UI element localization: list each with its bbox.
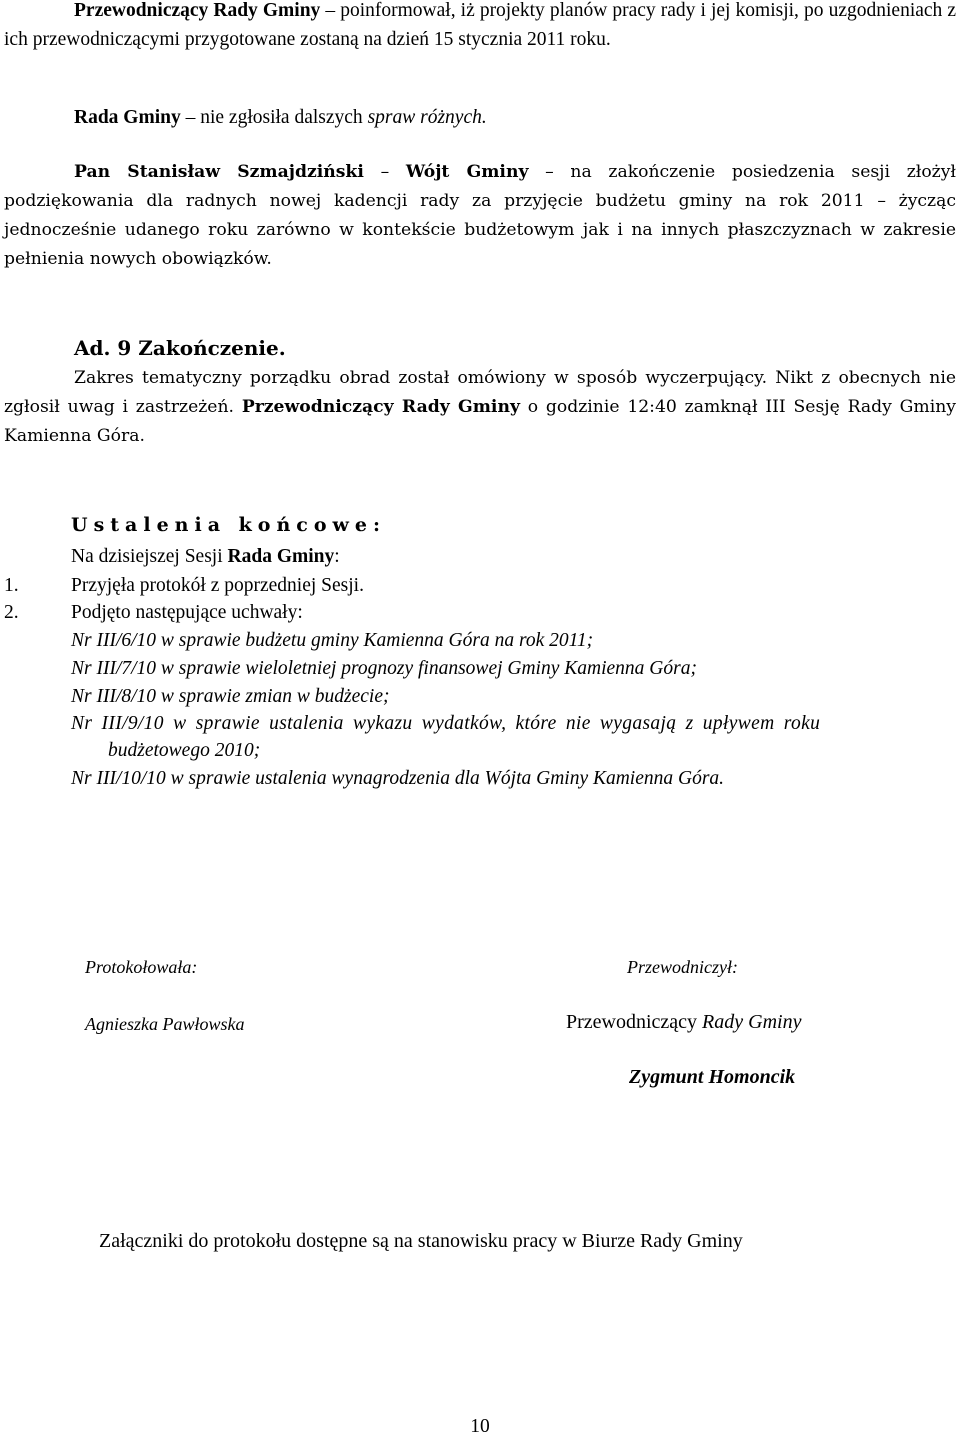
section-heading-ad9: Ad. 9 Zakończenie. [74,336,286,360]
final-findings-intro [71,542,340,571]
paragraph-other-matters [74,103,487,132]
dash: – [325,0,336,21]
paragraph-text: – na zakończenie posiedzenia sesji złożył podziękowania dla radnych nowej kadencji rady za przyjęcie budżetu gminy na rok 2011 – życząc jednocześnie udanego roku zarówno w kontekście budżetowym jak i na innych płaszczyznach w zakresie pełnienia nowych obowiązków. [4,162,957,269]
chairman-title-plain: Przewodniczący [566,1011,698,1033]
paragraph-text: – nie zgłosiła dalszych [185,107,363,128]
list-item [4,598,303,627]
chairman-signature-label: Przewodniczył: [627,957,738,977]
closing-text-part2: o godzinie 12:40 zamknął III Sesję Rady Gminy Kamienna Góra. [4,397,956,446]
paragraph-chairman-plans [4,0,956,54]
mayor-name: Pan Stanisław Szmajdziński [74,162,364,182]
resolution-line: budżetowego 2010; [108,740,261,761]
dash: – [380,162,390,182]
paragraph-mayor-thanks [4,158,956,274]
council-label: Rada Gminy [227,546,335,567]
resolution-line: Nr III/9/10 w sprawie ustalenia wykazu wydatków, które nie wygasają z upływem roku [71,713,821,734]
resolution-line: Nr III/6/10 w sprawie budżetu gminy Kamienna Góra na rok 2011; [71,630,594,651]
final-findings-heading: Ustalenia końcowe: [71,514,386,536]
page-number: 10 [470,1416,490,1437]
intro-text: Na dzisiejszej Sesji [71,546,223,567]
recorder-label: Protokołowała: [85,957,198,977]
chairman-title-italic: Rady Gminy [702,1011,802,1033]
chairman-label: Przewodniczący Rady Gminy [74,0,321,21]
other-matters-italic: spraw różnych. [367,107,487,128]
intro-colon: : [334,546,340,567]
recorder-name: Agnieszka Pawłowska [85,1014,245,1034]
paragraph-closing [4,364,956,451]
list-text: Podjęto następujące uchwały: [71,602,303,623]
list-item [4,571,364,600]
attachments-note: Załączniki do protokołu dostępne są na stanowisku pracy w Biurze Rady Gminy [99,1230,743,1252]
chairman-signature-title [566,1008,801,1037]
mayor-title: Wójt Gminy [405,162,529,182]
chairman-signature-name: Zygmunt Homoncik [629,1066,796,1088]
list-number: 2. [4,602,19,623]
resolution-line: Nr III/7/10 w sprawie wieloletniej prognozy finansowej Gminy Kamienna Góra; [71,658,697,679]
list-text: Przyjęła protokół z poprzedniej Sesji. [71,575,364,596]
council-label: Rada Gminy [74,107,181,128]
paragraph-text: poinformował, iż projekty planów pracy rady i jej komisji, po uzgodnieniach z ich przewodniczącymi przygotowane zostaną na dzień 15 stycznia 2011 roku. [4,0,957,50]
chairman-label: Przewodniczący Rady Gminy [241,397,520,417]
resolution-line: Nr III/8/10 w sprawie zmian w budżecie; [71,686,390,707]
closing-text-part1: Zakres tematyczny porządku obrad został omówiony w sposób wyczerpujący. Nikt z obecnych nie zgłosił uwag i zastrzeżeń. [4,368,956,417]
resolution-line: Nr III/10/10 w sprawie ustalenia wynagrodzenia dla Wójta Gminy Kamienna Góra. [71,768,725,789]
list-number: 1. [4,575,19,596]
